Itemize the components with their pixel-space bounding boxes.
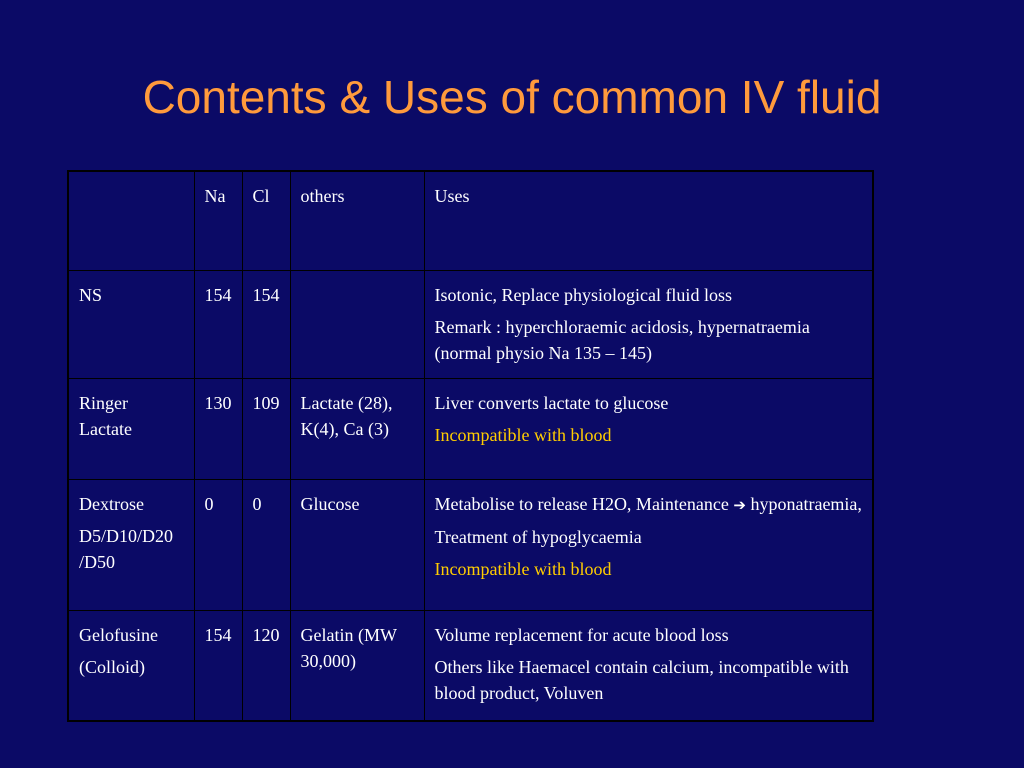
use-line: Remark : hyperchloraemic acidosis, hypernatraemia (normal physio Na 135 – 145): [434, 317, 810, 363]
use-line: Isotonic, Replace physiological fluid loss: [434, 285, 732, 305]
fluid-name: Gelofusine: [79, 625, 158, 645]
right-arrow-icon: ➔: [733, 496, 746, 514]
iv-fluid-table: [67, 170, 874, 722]
header-cell-uses: Uses: [424, 171, 873, 271]
uses-cell: [424, 379, 873, 480]
table-header-row: [68, 171, 873, 271]
table-row-ringer-lactate: [68, 379, 873, 480]
use-line: Treatment of hypoglycaemia: [434, 527, 642, 547]
table-row-ns: [68, 271, 873, 379]
cl-value: 0: [242, 480, 290, 611]
slide-title: Contents & Uses of common IV fluid: [142, 71, 882, 123]
header-cell-others: others: [290, 171, 424, 271]
header-cell-cl: Cl: [242, 171, 290, 271]
uses-cell: [424, 480, 873, 611]
use-line: [435, 491, 863, 518]
table-row-gelofusine: [68, 611, 873, 722]
na-value: 154: [194, 271, 242, 379]
fluid-name: Ringer Lactate: [79, 393, 132, 439]
fluid-type: (Colloid): [79, 657, 145, 677]
others-value: [290, 271, 424, 379]
fluid-name-cell: [68, 611, 194, 722]
others-value: Gelatin (MW 30,000): [290, 611, 424, 722]
use-line-continuation: hyponatraemia,: [750, 494, 862, 514]
header-cell-na: Na: [194, 171, 242, 271]
use-line: Liver converts lactate to glucose: [434, 393, 669, 413]
fluid-name-cell: [68, 480, 194, 611]
incompatible-warning: Incompatible with blood: [434, 559, 612, 579]
others-value: Glucose: [290, 480, 424, 611]
fluid-name-cell: [68, 379, 194, 480]
incompatible-warning: Incompatible with blood: [434, 425, 612, 445]
uses-cell: [424, 611, 873, 722]
cl-value: 109: [242, 379, 290, 480]
fluid-name: Dextrose: [79, 494, 144, 514]
na-value: 130: [194, 379, 242, 480]
na-value: 0: [194, 480, 242, 611]
cl-value: 120: [242, 611, 290, 722]
others-value: Lactate (28), K(4), Ca (3): [290, 379, 424, 480]
fluid-name: NS: [79, 285, 103, 305]
use-line: Others like Haemacel contain calcium, incompatible with blood product, Voluven: [434, 657, 849, 703]
fluid-variants: D5/D10/D20 /D50: [79, 526, 173, 572]
table-row-dextrose: [68, 480, 873, 611]
use-line: Volume replacement for acute blood loss: [434, 625, 729, 645]
na-value: 154: [194, 611, 242, 722]
cl-value: 154: [242, 271, 290, 379]
fluid-name-cell: [68, 271, 194, 379]
header-cell-fluid: [68, 171, 194, 271]
use-line-text: Metabolise to release H2O, Maintenance: [434, 494, 729, 514]
uses-cell: [424, 271, 873, 379]
